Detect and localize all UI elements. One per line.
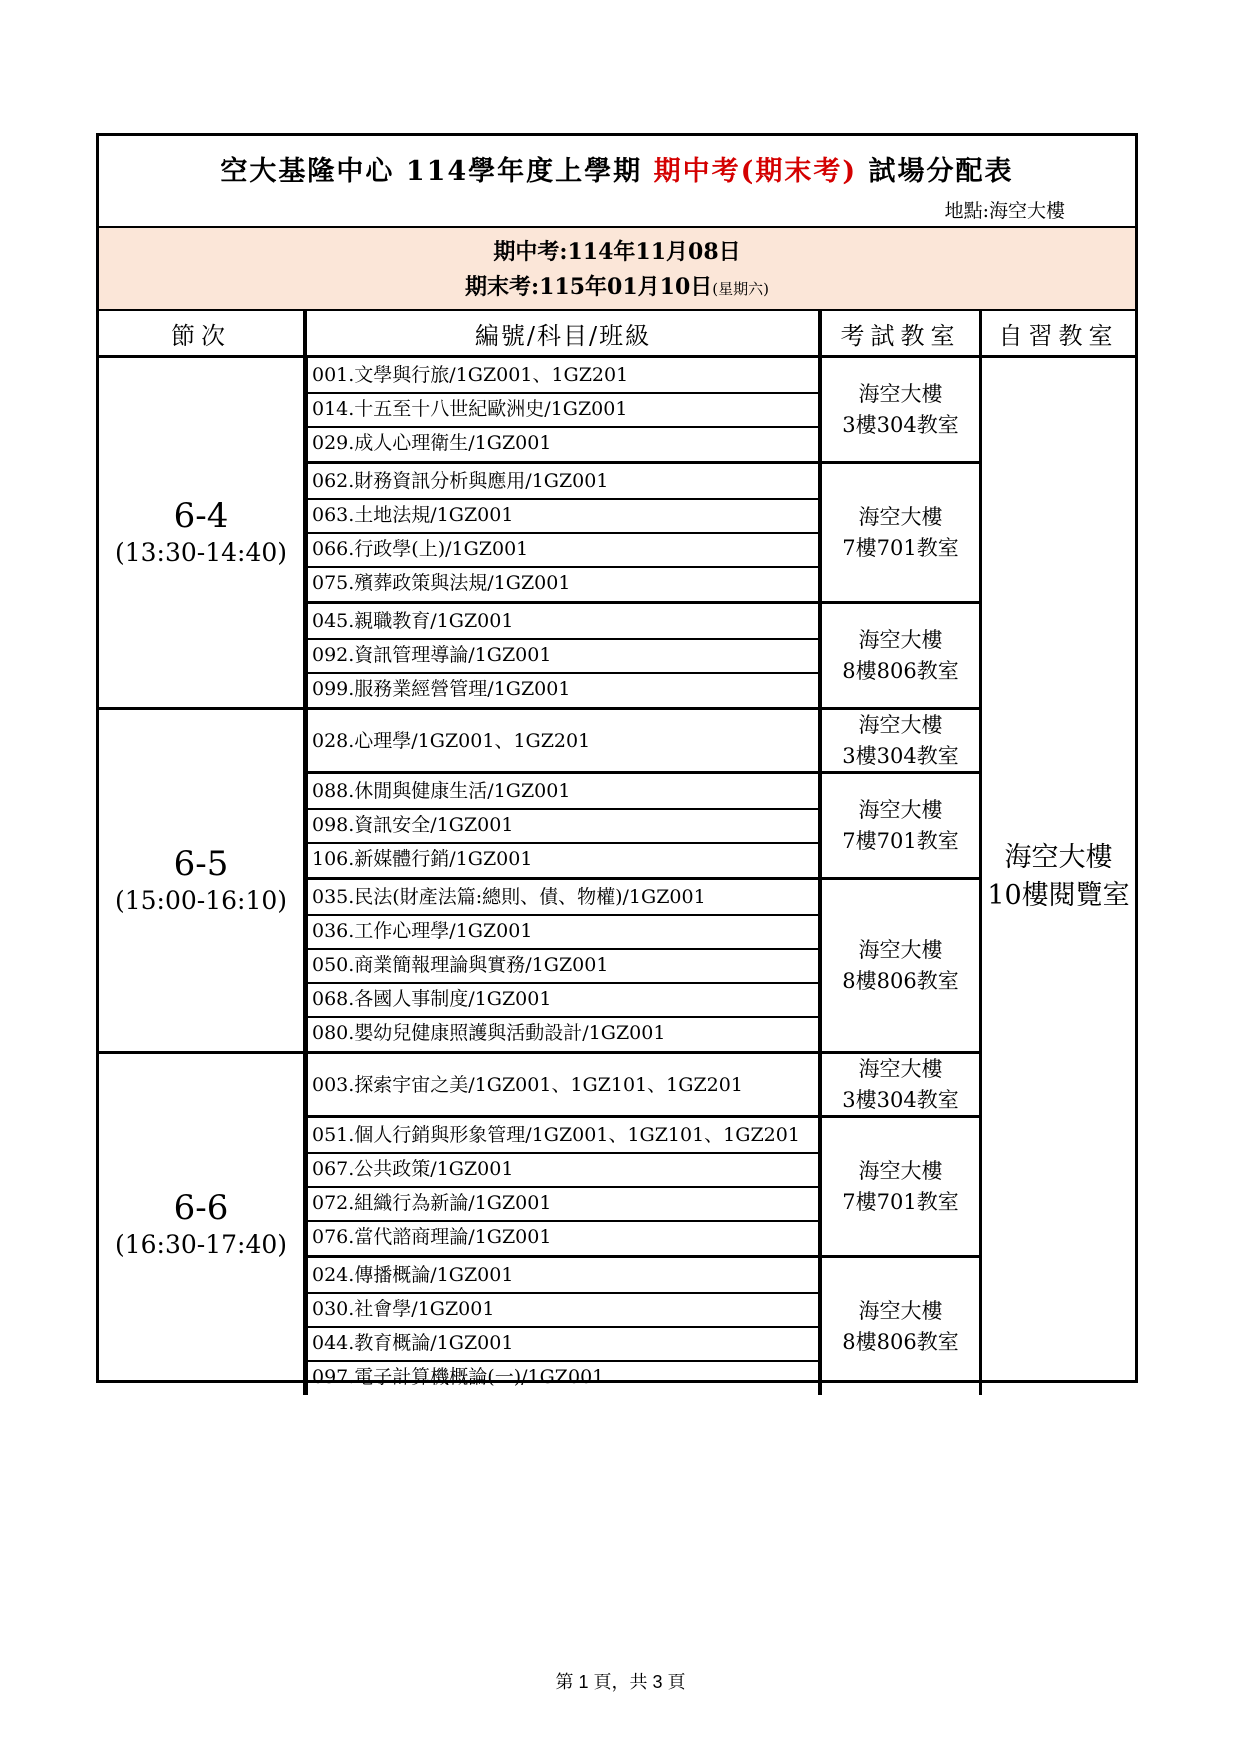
period-divider [99, 1051, 308, 1054]
course-row: 045.親職教育/1GZ001 [312, 610, 514, 632]
period-divider [99, 707, 308, 710]
course-row: 106.新媒體行銷/1GZ001 [312, 848, 533, 870]
exam-room-building: 海空大樓 [858, 1299, 943, 1323]
final-weekday: (星期六) [712, 280, 769, 298]
period-time: (16:30-17:40) [114, 1230, 288, 1259]
exam-room-cell [822, 775, 979, 877]
period-number: 6-5 [173, 844, 229, 884]
group-divider [308, 1255, 979, 1258]
final-date: 期末考:115年01月10日 [465, 274, 713, 300]
group-divider [308, 461, 979, 464]
course-row: 003.探索宇宙之美/1GZ001、1GZ101、1GZ201 [312, 1074, 743, 1096]
exam-room-building: 海空大樓 [858, 628, 943, 652]
exam-room-cell [822, 1055, 979, 1115]
header-col-divider [818, 311, 822, 355]
exam-room-building: 海空大樓 [858, 1057, 943, 1081]
page-footer: 第 1 頁，共 3 頁 [555, 1672, 686, 1692]
course-row: 029.成人心理衛生/1GZ001 [312, 432, 552, 454]
group-divider [308, 771, 979, 774]
period-time: (15:00-16:10) [114, 886, 288, 915]
midterm-date: 期中考:114年11月08日 [493, 239, 741, 265]
exam-dates-section [99, 228, 1135, 311]
course-row: 098.資訊安全/1GZ001 [312, 814, 514, 836]
period-cell [99, 1055, 303, 1395]
course-row: 024.傳播概論/1GZ001 [312, 1264, 514, 1286]
header-exam-room: 考試教室 [840, 321, 961, 350]
col-divider-period [303, 355, 308, 1395]
course-row: 062.財務資訊分析與應用/1GZ001 [312, 470, 609, 492]
course-row: 035.民法(財產法篇:總則、債、物權)/1GZ001 [312, 886, 706, 908]
period-cell [99, 359, 303, 707]
exam-room-cell [822, 465, 979, 601]
course-row: 075.殯葬政策與法規/1GZ001 [312, 572, 571, 594]
title-section [99, 136, 1135, 228]
header-col-divider [979, 311, 982, 355]
course-row: 072.組織行為新論/1GZ001 [312, 1192, 552, 1214]
exam-room-cell [822, 605, 979, 707]
exam-room-building: 海空大樓 [858, 1159, 943, 1183]
exam-room-number: 3樓304教室 [842, 744, 959, 768]
schedule-grid [99, 311, 1135, 1388]
page-title [99, 149, 1135, 188]
exam-room-number: 7樓701教室 [842, 1190, 959, 1214]
study-room-name: 10樓閱覽室 [987, 880, 1130, 911]
exam-room-cell [822, 711, 979, 771]
location-label: 地點:海空大樓 [944, 200, 1065, 222]
title-suffix: 試場分配表 [857, 156, 1014, 187]
title-text: 空大基隆中心 114學年度上學期 [220, 156, 654, 187]
exam-room-building: 海空大樓 [858, 713, 943, 737]
exam-room-number: 8樓806教室 [842, 969, 959, 993]
course-row: 076.當代諮商理論/1GZ001 [312, 1226, 552, 1248]
exam-room-cell [822, 1119, 979, 1255]
title-exam-type: 期中考(期末考) [653, 156, 858, 187]
course-row: 080.嬰幼兒健康照護與活動設計/1GZ001 [312, 1022, 666, 1044]
header-course: 編號/科目/班級 [474, 321, 652, 350]
course-row: 030.社會學/1GZ001 [312, 1298, 495, 1320]
course-row: 099.服務業經營管理/1GZ001 [312, 678, 571, 700]
exam-room-building: 海空大樓 [858, 798, 943, 822]
period-number: 6-6 [173, 1188, 229, 1228]
period-number: 6-4 [173, 496, 229, 536]
col-divider-room [818, 355, 822, 1395]
exam-room-building: 海空大樓 [858, 938, 943, 962]
group-divider [308, 1115, 979, 1118]
study-room-cell [982, 359, 1135, 1395]
header-period: 節次 [171, 321, 231, 350]
course-row: 088.休閒與健康生活/1GZ001 [312, 780, 571, 802]
course-row: 051.個人行銷與形象管理/1GZ001、1GZ101、1GZ201 [312, 1124, 800, 1146]
exam-room-number: 3樓304教室 [842, 1088, 959, 1112]
exam-room-number: 7樓701教室 [842, 829, 959, 853]
exam-room-cell [822, 881, 979, 1051]
exam-room-number: 8樓806教室 [842, 659, 959, 683]
period-cell [99, 711, 303, 1051]
course-row: 014.十五至十八世紀歐洲史/1GZ001 [312, 398, 628, 420]
exam-allocation-table [96, 133, 1138, 1388]
period-time: (13:30-14:40) [114, 538, 288, 567]
group-divider [308, 877, 979, 880]
exam-room-cell [822, 359, 979, 461]
course-row: 050.商業簡報理論與實務/1GZ001 [312, 954, 609, 976]
final-date-line [99, 270, 1135, 301]
header-col-divider [303, 311, 307, 355]
exam-room-building: 海空大樓 [858, 382, 943, 406]
exam-room-building: 海空大樓 [858, 505, 943, 529]
course-row: 097.電子計算機概論(一)/1GZ001 [312, 1366, 605, 1388]
exam-room-number: 8樓806教室 [842, 1330, 959, 1354]
course-row: 092.資訊管理導論/1GZ001 [312, 644, 552, 666]
course-row: 068.各國人事制度/1GZ001 [312, 988, 552, 1010]
course-row: 028.心理學/1GZ001、1GZ201 [312, 730, 591, 752]
course-row: 066.行政學(上)/1GZ001 [312, 538, 529, 560]
header-study-room: 自習教室 [998, 321, 1119, 350]
exam-room-number: 3樓304教室 [842, 413, 959, 437]
course-row: 001.文學與行旅/1GZ001、1GZ201 [312, 364, 629, 386]
course-row: 036.工作心理學/1GZ001 [312, 920, 533, 942]
exam-room-cell [822, 1259, 979, 1395]
course-row: 067.公共政策/1GZ001 [312, 1158, 514, 1180]
exam-room-number: 7樓701教室 [842, 536, 959, 560]
course-row: 044.教育概論/1GZ001 [312, 1332, 514, 1354]
group-divider [308, 601, 979, 604]
course-row: 063.土地法規/1GZ001 [312, 504, 514, 526]
study-room-building: 海空大樓 [1004, 842, 1113, 873]
